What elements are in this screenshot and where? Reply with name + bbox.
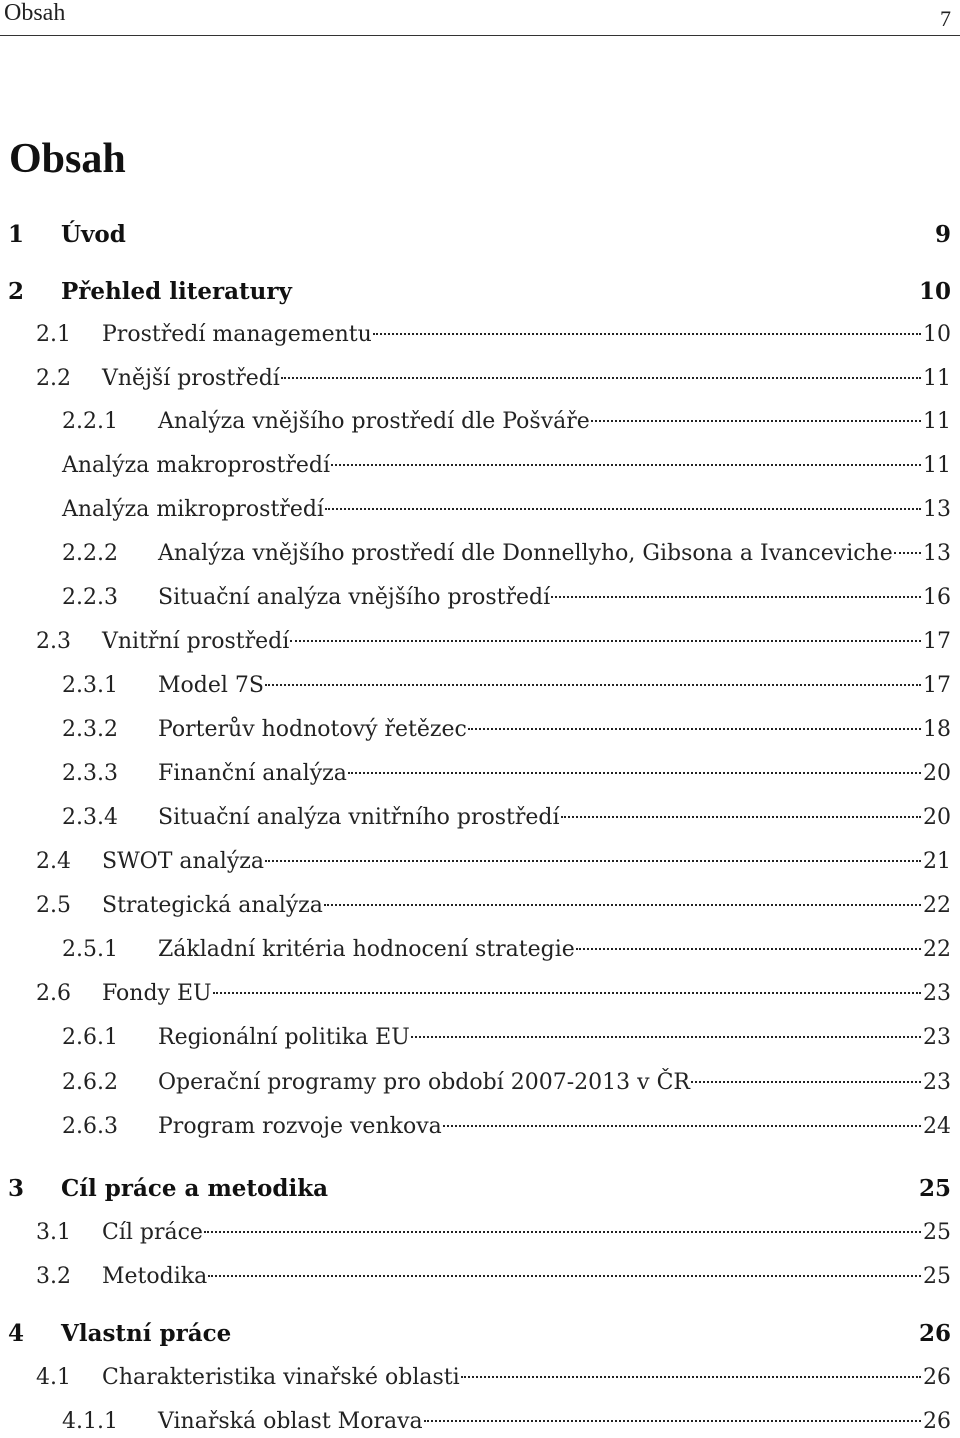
toc-entry[interactable]	[0, 1022, 960, 1054]
toc-entry[interactable]	[0, 450, 960, 482]
toc-entry-page: 23	[923, 1025, 951, 1050]
toc-entry[interactable]	[0, 1362, 960, 1394]
toc-entry-page: 10	[918, 278, 951, 305]
toc-entry[interactable]	[0, 758, 960, 790]
toc-entry-page: 11	[923, 453, 951, 478]
toc-dot-leader	[551, 596, 921, 598]
toc-entry-title: Základní kritéria hodnocení strategie	[158, 937, 575, 962]
toc-dot-leader	[424, 1420, 921, 1422]
toc-entry-page: 25	[918, 1175, 951, 1202]
toc-entry-number: 2.2	[36, 366, 71, 391]
toc-entry-page: 17	[923, 673, 951, 698]
toc-dot-leader	[204, 1231, 921, 1233]
toc-entry[interactable]	[0, 1067, 960, 1099]
toc-entry[interactable]	[0, 494, 960, 526]
toc-entry-title: Cíl práce a metodika	[61, 1175, 329, 1202]
toc-entry-page: 24	[923, 1114, 951, 1139]
toc-dot-leader	[290, 640, 921, 642]
toc-entry-number: 2.6	[36, 981, 71, 1006]
toc-dot-leader	[894, 552, 921, 554]
toc-entry[interactable]	[0, 1318, 960, 1350]
toc-entry[interactable]	[0, 582, 960, 614]
toc-entry-page: 23	[923, 1070, 951, 1095]
toc-dot-leader	[325, 508, 921, 510]
toc-entry[interactable]	[0, 1406, 960, 1438]
toc-entry-title: Strategická analýza	[102, 893, 323, 918]
toc-entry-number: 4.1.1	[62, 1409, 118, 1434]
toc-dot-leader	[348, 772, 921, 774]
toc-entry-number: 2.3.4	[62, 805, 118, 830]
toc-entry-page: 25	[923, 1220, 951, 1245]
toc-entry-number: 2.3.1	[62, 673, 118, 698]
toc-entry[interactable]	[0, 1111, 960, 1143]
toc-entry-page: 23	[923, 981, 951, 1006]
toc-dot-leader	[265, 860, 921, 862]
toc-dot-leader	[213, 992, 921, 994]
toc-entry-page: 11	[923, 366, 951, 391]
toc-entry-title: Model 7S	[158, 673, 264, 698]
toc-entry-number: 2.5	[36, 893, 71, 918]
toc-entry[interactable]	[0, 626, 960, 658]
toc-heading: Obsah	[9, 136, 126, 182]
toc-entry-page: 26	[918, 1320, 951, 1347]
toc-entry-number: 3.1	[36, 1220, 71, 1245]
toc-entry[interactable]	[0, 890, 960, 922]
toc-dot-leader	[691, 1081, 921, 1083]
toc-entry-page: 20	[923, 761, 951, 786]
toc-dot-leader	[281, 377, 921, 379]
toc-entry-title: Operační programy pro období 2007-2013 v ČR	[158, 1070, 690, 1095]
toc-entry-page: 13	[923, 541, 951, 566]
toc-entry-number: 2.6.3	[62, 1114, 118, 1139]
toc-entry-title: Vnější prostředí	[102, 366, 280, 391]
toc-entry[interactable]	[0, 276, 960, 308]
toc-entry-page: 13	[923, 497, 951, 522]
toc-entry-page: 17	[923, 629, 951, 654]
toc-dot-leader	[461, 1376, 921, 1378]
toc-entry[interactable]	[0, 802, 960, 834]
toc-dot-leader	[265, 684, 921, 686]
toc-entry-page: 21	[923, 849, 951, 874]
toc-entry-title: Vlastní práce	[61, 1320, 232, 1347]
toc-entry[interactable]	[0, 1217, 960, 1249]
toc-entry[interactable]	[0, 978, 960, 1010]
running-header-title: Obsah	[4, 0, 66, 26]
toc-dot-leader	[208, 1275, 921, 1277]
toc-entry-number: 2.5.1	[62, 937, 118, 962]
toc-entry[interactable]	[0, 219, 960, 251]
toc-entry-title: Charakteristika vinařské oblasti	[102, 1365, 460, 1390]
toc-entry-title: Úvod	[61, 221, 126, 248]
toc-entry[interactable]	[0, 363, 960, 395]
toc-dot-leader	[373, 333, 921, 335]
toc-entry-title: Prostředí managementu	[102, 322, 372, 347]
toc-entry-number: 4	[8, 1320, 25, 1347]
toc-entry-title: Situační analýza vnějšího prostředí	[158, 585, 551, 610]
toc-dot-leader	[468, 728, 921, 730]
toc-entry-number: 2.3.3	[62, 761, 118, 786]
toc-dot-leader	[576, 948, 921, 950]
toc-entry[interactable]	[0, 1173, 960, 1205]
toc-entry-title: Analýza makroprostředí	[62, 453, 331, 478]
toc-entry-title: Metodika	[102, 1264, 208, 1289]
toc-entry[interactable]	[0, 406, 960, 438]
toc-entry-title: Regionální politika EU	[158, 1025, 410, 1050]
toc-entry-number: 2.6.1	[62, 1025, 118, 1050]
toc-entry-title: Přehled literatury	[61, 278, 292, 305]
toc-entry-page: 18	[923, 717, 951, 742]
toc-entry-page: 22	[923, 893, 951, 918]
toc-entry-number: 2	[8, 278, 25, 305]
toc-dot-leader	[591, 420, 921, 422]
running-header-page-number: 7	[940, 6, 951, 31]
toc-entry-page: 10	[923, 322, 951, 347]
toc-entry-title: SWOT analýza	[102, 849, 264, 874]
toc-entry[interactable]	[0, 538, 960, 570]
toc-entry-page: 25	[923, 1264, 951, 1289]
toc-entry-title: Cíl práce	[102, 1220, 203, 1245]
toc-entry-page: 9	[934, 221, 951, 248]
toc-entry-number: 2.1	[36, 322, 71, 347]
toc-entry[interactable]	[0, 846, 960, 878]
toc-entry-number: 3.2	[36, 1264, 71, 1289]
toc-entry[interactable]	[0, 1261, 960, 1293]
toc-entry[interactable]	[0, 934, 960, 966]
toc-entry-number: 4.1	[36, 1365, 71, 1390]
toc-entry-page: 11	[923, 409, 951, 434]
toc-entry-title: Analýza mikroprostředí	[62, 497, 324, 522]
toc-entry-number: 2.2.1	[62, 409, 118, 434]
toc-entry-title: Program rozvoje venkova	[158, 1114, 442, 1139]
toc-dot-leader	[443, 1125, 921, 1127]
toc-dot-leader	[561, 816, 921, 818]
toc-entry[interactable]	[0, 670, 960, 702]
toc-entry[interactable]	[0, 319, 960, 351]
toc-entry-number: 2.3	[36, 629, 71, 654]
toc-entry[interactable]	[0, 714, 960, 746]
toc-entry-number: 3	[8, 1175, 25, 1202]
toc-entry-title: Analýza vnějšího prostředí dle Pošváře	[158, 409, 590, 434]
toc-entry-number: 1	[8, 221, 25, 248]
toc-entry-title: Porterův hodnotový řetězec	[158, 717, 467, 742]
toc-entry-number: 2.4	[36, 849, 71, 874]
toc-dot-leader	[324, 904, 921, 906]
toc-entry-title: Fondy EU	[102, 981, 212, 1006]
toc-entry-page: 20	[923, 805, 951, 830]
toc-entry-title: Situační analýza vnitřního prostředí	[158, 805, 560, 830]
toc-dot-leader	[331, 464, 921, 466]
toc-dot-leader	[411, 1036, 921, 1038]
toc-entry-title: Vinařská oblast Morava	[158, 1409, 423, 1434]
toc-entry-number: 2.2.2	[62, 541, 118, 566]
toc-entry-title: Vnitřní prostředí	[102, 629, 290, 654]
toc-entry-page: 26	[923, 1365, 951, 1390]
toc-entry-number: 2.6.2	[62, 1070, 118, 1095]
toc-entry-page: 22	[923, 937, 951, 962]
toc-entry-page: 26	[923, 1409, 951, 1434]
toc-entry-page: 16	[923, 585, 951, 610]
toc-entry-number: 2.2.3	[62, 585, 118, 610]
toc-entry-title: Finanční analýza	[158, 761, 347, 786]
toc-entry-number: 2.3.2	[62, 717, 118, 742]
toc-entry-title: Analýza vnějšího prostředí dle Donnellyho, Gibsona a Ivanceviche	[158, 541, 893, 566]
